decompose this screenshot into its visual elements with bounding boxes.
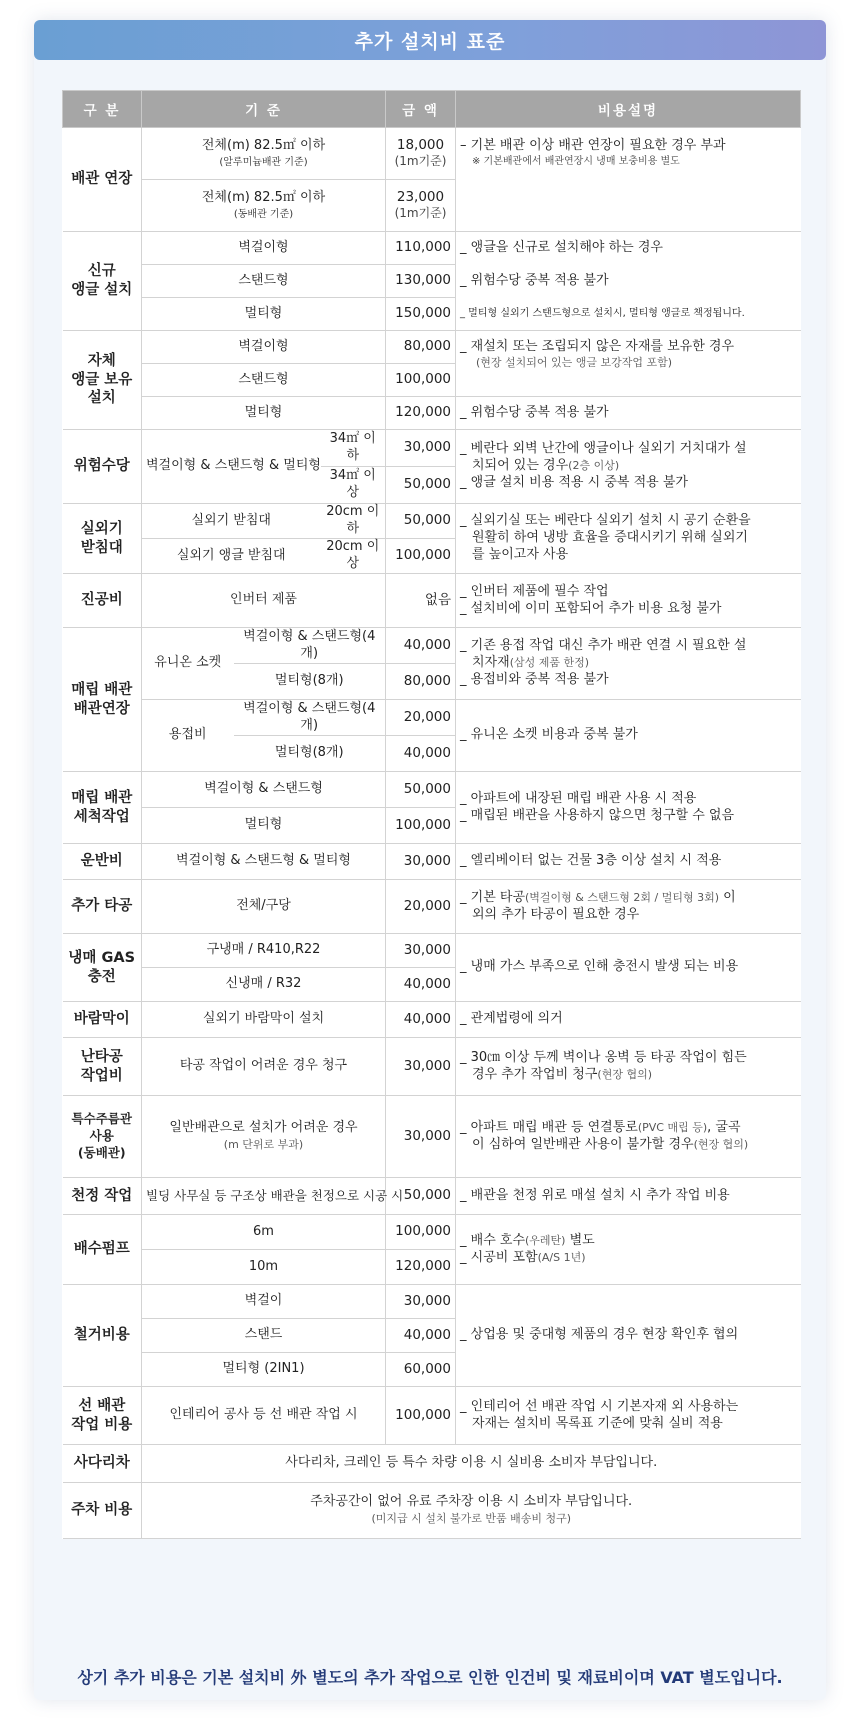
row-size: 20cm 이상: [321, 539, 386, 574]
row-subgroup: 유니온 소켓: [142, 628, 234, 700]
row-category: 실외기 받침대: [63, 504, 142, 574]
row-standard: 신냉매 / R32: [142, 968, 386, 1002]
install-cost-table: [62, 90, 801, 1539]
row-category: 운반비: [63, 844, 142, 880]
row-amount: 23,000 (1m기준): [386, 180, 456, 232]
row-category: 천정 작업: [63, 1178, 142, 1215]
row-amount: 없음: [386, 574, 456, 628]
row-amount: 50,000: [386, 504, 456, 539]
row-description: – 기본 배관 이상 배관 연장이 필요한 경우 부과 ※ 기본배관에서 배관연장시 냉매 보충비용 별도: [456, 128, 801, 232]
row-amount: 50,000: [386, 467, 456, 504]
row-size: 34㎡ 이상: [321, 467, 386, 504]
row-amount: 30,000: [386, 1285, 456, 1319]
row-description: _ 30㎝ 이상 두께 벽이나 옹벽 등 타공 작업이 힘든 경우 추가 작업비 청구(현장 협의): [456, 1038, 801, 1096]
row-standard: 멀티형: [142, 808, 386, 844]
row-category: 주차 비용: [63, 1483, 142, 1539]
table-row: [63, 1215, 801, 1250]
row-description: _ 앵글을 신규로 설치해야 하는 경우: [456, 232, 801, 265]
row-description: _ 냉매 가스 부족으로 인해 충전시 발생 되는 비용: [456, 934, 801, 1002]
row-standard: 실외기 받침대: [142, 504, 321, 539]
row-standard: 벽걸이형 & 스탠드형(4개): [234, 700, 386, 736]
table-row: [63, 232, 801, 265]
row-amount: 30,000: [386, 934, 456, 968]
table-row: [63, 772, 801, 808]
row-amount: 30,000: [386, 844, 456, 880]
header-description: 비용설명: [456, 91, 801, 128]
table-row: [63, 1445, 801, 1483]
row-standard: 벽걸이형: [142, 232, 386, 265]
row-amount: 80,000: [386, 664, 456, 700]
row-amount: 80,000: [386, 331, 456, 364]
row-category: 배관 연장: [63, 128, 142, 232]
table-row: [63, 934, 801, 968]
header-category: 구 분: [63, 91, 142, 128]
row-amount: 100,000: [386, 539, 456, 574]
row-standard: 인버터 제품: [142, 574, 386, 628]
table-header-row: [63, 91, 801, 128]
row-standard: 스탠드: [142, 1319, 386, 1353]
row-category: 특수주름관 사용 (동배관): [63, 1096, 142, 1178]
row-description: 주차공간이 없어 유료 주차장 이용 시 소비자 부담입니다. (미지급 시 설치 불가로 반품 배송비 청구): [142, 1483, 801, 1539]
table-row: [63, 1002, 801, 1038]
row-description: _ 배수 호수(우레탄) 별도 _ 시공비 포함(A/S 1년): [456, 1215, 801, 1285]
row-amount: 120,000: [386, 1250, 456, 1285]
row-amount: 40,000: [386, 968, 456, 1002]
row-description: _ 기존 용접 작업 대신 추가 배관 연결 시 필요한 설 치자재(삼성 제품 한정) _ 용접비와 중복 적용 불가: [456, 628, 801, 700]
header-standard: 기 준: [142, 91, 386, 128]
table-row: [63, 628, 801, 664]
row-amount: 40,000: [386, 1319, 456, 1353]
row-category: 추가 타공: [63, 880, 142, 934]
row-standard: 스탠드형: [142, 364, 386, 397]
row-description: _ 배관을 천정 위로 매설 설치 시 추가 작업 비용: [456, 1178, 801, 1215]
row-amount: 40,000: [386, 736, 456, 772]
row-amount: 50,000: [386, 772, 456, 808]
footer-note: 상기 추가 비용은 기본 설치비 外 별도의 추가 작업으로 인한 인건비 및 재료비이며 VAT 별도입니다.: [77, 1668, 783, 1687]
row-standard: 타공 작업이 어려운 경우 청구: [142, 1038, 386, 1096]
row-description: _ 멀티형 실외기 스탠드형으로 설치시, 멀티형 앵글로 책정됩니다.: [456, 298, 801, 331]
table-row: [63, 880, 801, 934]
page-title: 추가 설치비 표준: [34, 20, 826, 60]
row-description: _ 인테리어 선 배관 작업 시 기본자재 외 사용하는 자재는 설치비 목록표 기준에 맞춰 실비 적용: [456, 1387, 801, 1445]
row-amount: 110,000: [386, 232, 456, 265]
row-description: _ 위험수당 중복 적용 불가: [456, 397, 801, 430]
table-row: [63, 331, 801, 364]
row-amount: 100,000: [386, 1215, 456, 1250]
row-amount: 18,000 (1m기준): [386, 128, 456, 180]
row-standard: 멀티형: [142, 298, 386, 331]
table-row: [63, 397, 801, 430]
row-amount: 60,000: [386, 1353, 456, 1387]
row-description: 사다리차, 크레인 등 특수 차량 이용 시 실비용 소비자 부담입니다.: [142, 1445, 801, 1483]
row-category: 신규 앵글 설치: [63, 232, 142, 331]
table-row: [63, 1096, 801, 1178]
row-category: 매립 배관 세척작업: [63, 772, 142, 844]
row-standard: 멀티형 (2IN1): [142, 1353, 386, 1387]
table-row: [63, 1387, 801, 1445]
table-row: [63, 265, 801, 298]
row-subgroup: 용접비: [142, 700, 234, 772]
row-standard: 벽걸이형: [142, 331, 386, 364]
row-category: 철거비용: [63, 1285, 142, 1387]
row-amount: 100,000: [386, 808, 456, 844]
row-standard: 멀티형(8개): [234, 664, 386, 700]
row-category: 매립 배관 배관연장: [63, 628, 142, 772]
row-description: _ 실외기실 또는 베란다 실외기 설치 시 공기 순환을 원활히 하여 냉방 효율을 증대시키기 위해 실외기 를 높이고자 사용: [456, 504, 801, 574]
row-description: _ 위험수당 중복 적용 불가: [460, 272, 609, 288]
row-size: 20cm 이하: [321, 504, 386, 539]
table-row: [63, 700, 801, 736]
table-row: [63, 1178, 801, 1215]
row-standard: 전체(m) 82.5㎡ 이하 (알루미늄배관 기준): [142, 128, 386, 180]
row-description: _ 재설치 또는 조립되지 않은 자재를 보유한 경우 (현장 설치되어 있는 앵글 보강작업 포함): [456, 331, 801, 397]
row-amount: 30,000: [386, 430, 456, 467]
row-standard: 6m: [142, 1215, 386, 1250]
row-standard: 인테리어 공사 등 선 배관 작업 시: [142, 1387, 386, 1445]
row-category: 바람막이: [63, 1002, 142, 1038]
row-amount: 100,000: [386, 364, 456, 397]
row-description: _ 유니온 소켓 비용과 중복 불가: [456, 700, 801, 772]
row-amount: 40,000: [386, 1002, 456, 1038]
row-description: _ 엘리베이터 없는 건물 3층 이상 설치 시 적용: [456, 844, 801, 880]
row-standard: 일반배관으로 설치가 어려운 경우 (m 단위로 부과): [142, 1096, 386, 1178]
row-category: 선 배관 작업 비용: [63, 1387, 142, 1445]
row-description: _ 상업용 및 중대형 제품의 경우 현장 확인후 협의: [456, 1285, 801, 1387]
row-standard: 구냉매 / R410,R22: [142, 934, 386, 968]
row-standard: 빌딩 사무실 등 구조상 배관을 천정으로 시공 시: [142, 1178, 386, 1215]
row-standard: 벽걸이형 & 스탠드형: [142, 772, 386, 808]
row-amount: 40,000: [386, 628, 456, 664]
row-standard: 실외기 바람막이 설치: [142, 1002, 386, 1038]
row-description: _ 아파트에 내장된 매립 배관 사용 시 적용 _ 매립된 배관을 사용하지 않으면 청구할 수 없음: [456, 772, 801, 844]
row-category: 자체 앵글 보유 설치: [63, 331, 142, 430]
table-row: [63, 430, 801, 467]
table-row: [63, 298, 801, 331]
row-amount: 150,000: [386, 298, 456, 331]
table-row: [63, 1483, 801, 1539]
row-category: 진공비: [63, 574, 142, 628]
table-row: [63, 1285, 801, 1319]
row-description: _ 기본 타공(벽걸이형 & 스탠드형 2회 / 멀티형 3회) 이 외의 추가 타공이 필요한 경우: [456, 880, 801, 934]
header-amount: 금 액: [386, 91, 456, 128]
table-row: [63, 844, 801, 880]
table-row: [63, 504, 801, 539]
row-amount: 30,000: [386, 1038, 456, 1096]
table-row: [63, 574, 801, 628]
row-category: 사다리차: [63, 1445, 142, 1483]
row-amount: 130,000: [386, 265, 456, 298]
row-amount: 120,000: [386, 397, 456, 430]
row-description: _ 인버터 제품에 필수 작업 _ 설치비에 이미 포함되어 추가 비용 요청 불가: [456, 574, 801, 628]
row-standard: 벽걸이형 & 스탠드형 & 멀티형: [142, 844, 386, 880]
row-size: 34㎡ 이하: [321, 430, 386, 467]
row-standard: 벽걸이형 & 스탠드형(4개): [234, 628, 386, 664]
row-standard: 멀티형: [142, 397, 386, 430]
row-standard: 10m: [142, 1250, 386, 1285]
table-row: [63, 128, 801, 180]
row-description: _ 관계법령에 의거: [456, 1002, 801, 1038]
row-amount: 100,000: [386, 1387, 456, 1445]
table-row: [63, 1038, 801, 1096]
row-amount: 20,000: [386, 880, 456, 934]
row-standard: 멀티형(8개): [234, 736, 386, 772]
row-description: _ 베란다 외벽 난간에 앵글이나 실외기 거치대가 설 치되어 있는 경우(2층 이상) _ 앵글 설치 비용 적용 시 중복 적용 불가: [456, 430, 801, 504]
row-standard: 스탠드형: [142, 265, 386, 298]
row-category: 위험수당: [63, 430, 142, 504]
row-category: 난타공 작업비: [63, 1038, 142, 1096]
row-standard: 벽걸이: [142, 1285, 386, 1319]
row-amount: 30,000: [386, 1096, 456, 1178]
row-standard: 전체(m) 82.5㎡ 이하 (동배관 기준): [142, 180, 386, 232]
row-amount: 20,000: [386, 700, 456, 736]
row-description: _ 아파트 매립 배관 등 연결통로(PVC 매립 등), 굴곡 이 심하여 일반배관 사용이 불가할 경우(현장 협의): [456, 1096, 801, 1178]
row-category: 배수펌프: [63, 1215, 142, 1285]
row-standard: 실외기 앵글 받침대: [142, 539, 321, 574]
row-standard: 벽걸이형 & 스탠드형 & 멀티형: [142, 430, 321, 504]
row-amount: 50,000: [386, 1178, 456, 1215]
row-category: 냉매 GAS 충전: [63, 934, 142, 1002]
row-standard: 전체/구당: [142, 880, 386, 934]
